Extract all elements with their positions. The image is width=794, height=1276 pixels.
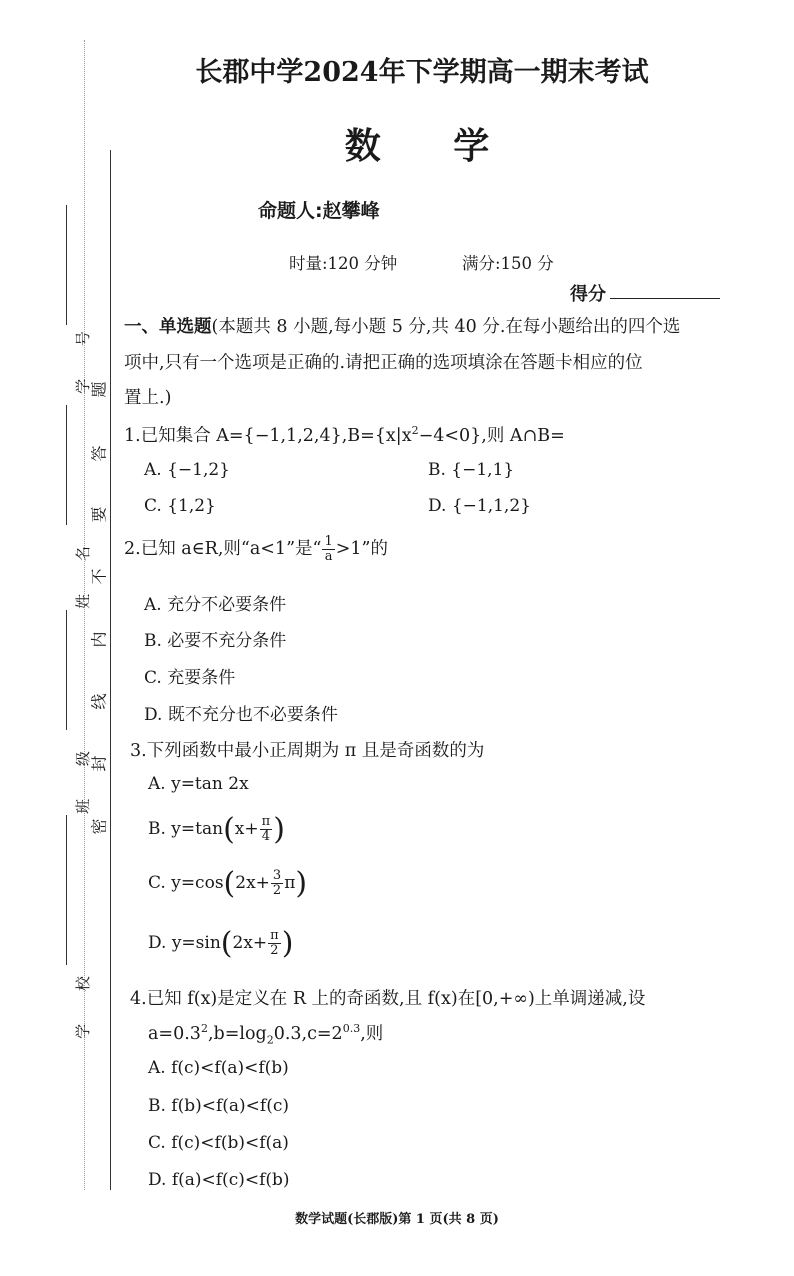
- q1-stem: [124, 422, 565, 447]
- q3-c-den: 2: [272, 883, 282, 898]
- q1-stem-sup: 2: [411, 424, 419, 438]
- school-label: 学 校: [73, 962, 92, 1039]
- binding-solid-line: [110, 150, 111, 1190]
- subject-title: 数 学: [344, 125, 520, 167]
- full-score: 满分:150 分: [462, 254, 554, 273]
- student-id-line: [66, 205, 67, 325]
- q4-b-sub: 2: [266, 1033, 274, 1047]
- class-line: [66, 610, 67, 730]
- q3-d-fraction: [268, 929, 281, 958]
- q3-d-in: 2x+: [232, 933, 268, 953]
- q2-option-d: D. 既不充分也不必要条件: [144, 705, 338, 725]
- seal-char-2: 答: [89, 445, 109, 462]
- q2-stem: [124, 535, 388, 564]
- section-instructions-3: 置上.): [124, 388, 172, 408]
- q4-c-def: 0.3,c=2: [273, 1024, 343, 1044]
- seal-char-4: 不: [89, 568, 109, 585]
- q4-option-d: D. f(a)<f(c)<f(b): [148, 1170, 290, 1190]
- exam-title: 长郡中学2024年下学期高一期末考试: [195, 57, 649, 88]
- seal-char-6: 线: [89, 693, 109, 710]
- q2-frac-den: a: [324, 549, 333, 564]
- q3-option-a: A. y=tan 2x: [148, 774, 249, 794]
- q3-c-fraction: [271, 869, 283, 898]
- q1-stem-end: −4<0},则 A∩B=: [418, 426, 565, 446]
- q3-d-den: 2: [270, 943, 279, 958]
- seal-char-1: 题: [89, 381, 109, 398]
- q3-b-num: π: [261, 814, 271, 829]
- q3-b-fraction: [260, 815, 273, 844]
- author: 命题人:赵攀峰: [258, 200, 380, 222]
- q4-stem-line2: [148, 1020, 383, 1047]
- q4-c-sup: 0.3: [342, 1022, 361, 1036]
- q4-option-a: A. f(c)<f(a)<f(b): [148, 1058, 289, 1078]
- section-heading-line1: [124, 313, 680, 338]
- q4-stem-end: ,则: [360, 1024, 384, 1044]
- seal-char-7: 封: [89, 755, 109, 772]
- q4-b-def: ,b=log: [207, 1024, 267, 1044]
- q2-frac-num: 1: [324, 534, 333, 549]
- time-limit: 时量:120 分钟: [289, 254, 398, 273]
- page-footer: 数学试题(长郡版)第 1 页(共 8 页): [295, 1212, 499, 1227]
- q3-c-pre: C. y=cos: [148, 873, 224, 893]
- q2-option-b: B. 必要不充分条件: [144, 631, 287, 651]
- q2-stem-post: >1”的: [335, 539, 388, 559]
- q3-option-d: D. y=sin(2x+ $\frac{\pi}{2}$ ): [148, 926, 294, 961]
- q4-stem-line1: 4.已知 f(x)是定义在 R 上的奇函数,且 f(x)在[0,+∞)上单调递减,设: [130, 989, 646, 1009]
- q4-option-b: B. f(b)<f(a)<f(c): [148, 1096, 289, 1116]
- q1-option-a: A. {−1,2}: [144, 460, 230, 480]
- q3-b-den: 4: [261, 829, 271, 844]
- score-label: 得分: [570, 284, 606, 305]
- q3-stem: 3.下列函数中最小正周期为 π 且是奇函数的为: [130, 741, 485, 761]
- seal-char-5: 内: [89, 631, 109, 648]
- q2-option-a: A. 充分不必要条件: [144, 595, 287, 615]
- class-label: 班 级: [73, 737, 92, 814]
- seal-char-3: 要: [89, 506, 109, 523]
- seal-char-8: 密: [89, 818, 109, 835]
- q4-option-c: C. f(c)<f(b)<f(a): [148, 1133, 289, 1153]
- q3-option-b: B. y=tan(x+ $\frac{\pi}{4}$ ): [148, 812, 285, 847]
- q3-b-pre: B. y=tan: [148, 819, 224, 839]
- q4-a-sup: 2: [200, 1022, 208, 1036]
- q3-c-post: π: [284, 873, 296, 893]
- q3-b-in: x+: [234, 819, 259, 839]
- name-label: 姓 名: [73, 532, 92, 609]
- q3-c-in: 2x+: [235, 873, 270, 893]
- q1-option-d: D. {−1,1,2}: [428, 496, 531, 516]
- q3-d-num: π: [270, 928, 279, 943]
- q2-fraction: [322, 535, 334, 564]
- q2-option-c: C. 充要条件: [144, 668, 236, 688]
- q2-stem-pre: 2.已知 a∈R,则“a<1”是“: [124, 539, 322, 559]
- q3-c-num: 3: [272, 868, 282, 883]
- student-id-label: 学 号: [73, 317, 92, 394]
- name-line: [66, 405, 67, 525]
- q1-option-b: B. {−1,1}: [428, 460, 515, 480]
- school-line: [66, 815, 67, 965]
- score-blank: [610, 298, 720, 299]
- q4-a-def: a=0.3: [148, 1024, 201, 1044]
- section-instructions-1: (本题共 8 小题,每小题 5 分,共 40 分.在每小题给出的四个选: [211, 317, 681, 337]
- section-instructions-2: 项中,只有一个选项是正确的.请把正确的选项填涂在答题卡相应的位: [124, 353, 643, 373]
- q1-stem-text: 1.已知集合 A={−1,1,2,4},B={x|x: [124, 426, 412, 446]
- q1-option-c: C. {1,2}: [144, 496, 216, 516]
- section-heading: 一、单选题: [124, 317, 212, 337]
- q3-option-c: C. y=cos(2x+ $\frac{3}{2}$ π): [148, 866, 308, 901]
- q3-d-pre: D. y=sin: [148, 933, 221, 953]
